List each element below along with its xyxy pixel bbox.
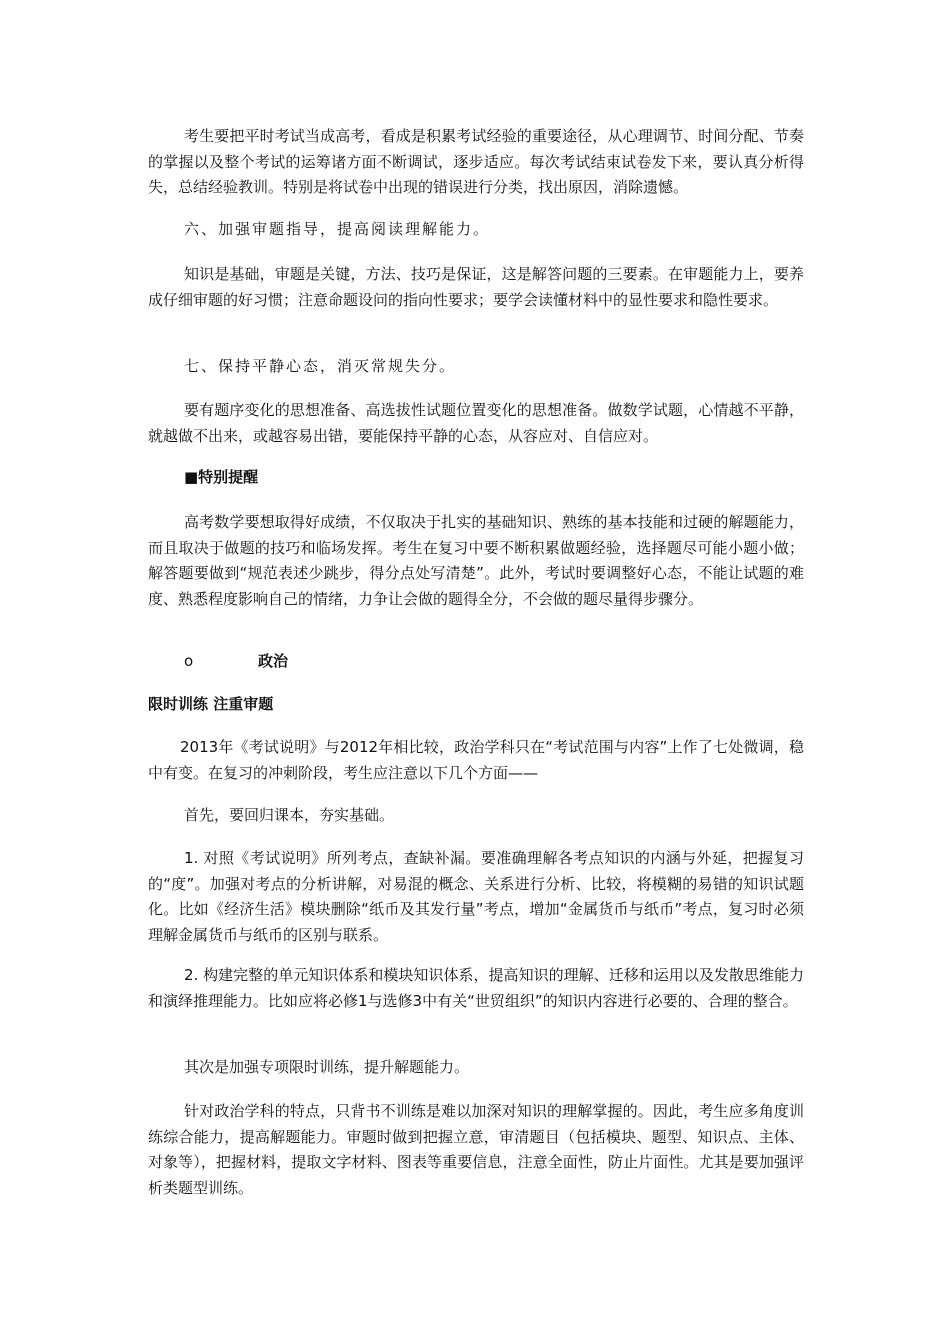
paragraph-training: 针对政治学科的特点，只背书不训练是难以加深对知识的理解掌握的。因此，考生应多角度训练综合能力，提高解题能力。审题时做到把握立意，审清题目（包括模块、题型、知识点、主体、对象等），把握材料，提取文字材料、图表等重要信息，注意全面性，防止片面性。尤其是要加强评析类题型训练。	[148, 1102, 804, 1197]
paragraph-calm-mindset: 要有题序变化的思想准备、高选拔性试题位置变化的思想准备。做数学试题，心情越不平静，就越做不出来，或越容易出错，要能保持平静的心态，从容应对、自信应对。	[148, 401, 804, 445]
section-title: 限时训练 注重审题	[148, 695, 274, 713]
paragraph-second-point: 其次是加强专项限时训练，提升解题能力。	[184, 1058, 470, 1076]
bullet-marker: o	[184, 652, 194, 670]
subject-politics-heading: 政治	[258, 652, 289, 670]
paragraph-exam-description: 2013年《考试说明》与2012年相比较，政治学科只在“考试范围与内容”上作了七处微调，稳中有变。在复习的冲刺阶段，考生应注意以下几个方面——	[148, 738, 804, 782]
paragraph-exam-practice: 考生要把平时考试当成高考，看成是积累考试经验的重要途径，从心理调节、时间分配、节奏的掌握以及整个考试的运筹诸方面不断调试，逐步适应。每次考试结束试卷发下来，要认真分析得失，总结经验教训。特别是将试卷中出现的错误进行分类，找出原因，消除遗憾。	[148, 127, 804, 196]
paragraph-first-point: 首先，要回归课本，夯实基础。	[184, 806, 395, 824]
paragraph-math-reminder: 高考数学要想取得好成绩，不仅取决于扎实的基础知识、熟练的基本技能和过硬的解题能力，而且取决于做题的技巧和临场发挥。考生在复习中要不断积累做题经验，选择题尽可能小题小做；解答题要做到“规范表述少跳步，得分点处写清楚”。此外，考试时要调整好心态，不能让试题的难度、熟悉程度影响自己的情绪，力争让会做的题得全分，不会做的题尽量得步骤分。	[148, 513, 804, 608]
paragraph-item-one: 1. 对照《考试说明》所列考点，查缺补漏。要准确理解各考点知识的内涵与外延，把握复习的“度”。加强对考点的分析讲解，对易混的概念、关系进行分析、比较，将模糊的易错的知识试题化。比如《经济生活》模块删除“纸币及其发行量”考点，增加“金属货币与纸币”考点，复习时必须理解金属货币与纸币的区别与联系。	[148, 849, 804, 944]
paragraph-item-two: 2. 构建完整的单元知识体系和模块知识体系，提高知识的理解、迁移和运用以及发散思维能力和演绎推理能力。比如应将必修1与选修3中有关“世贸组织”的知识内容进行必要的、合理的整合。	[148, 966, 804, 1010]
special-reminder-title: ■特别提醒	[184, 468, 259, 486]
heading-seven: 七、保持平静心态，消灭常规失分。	[184, 357, 457, 375]
paragraph-reading-ability: 知识是基础，审题是关键，方法、技巧是保证，这是解答问题的三要素。在审题能力上，要养成仔细审题的好习惯；注意命题设问的指向性要求；要学会读懂材料中的显性要求和隐性要求。	[148, 265, 804, 309]
heading-six: 六、加强审题指导，提高阅读理解能力。	[184, 220, 491, 238]
